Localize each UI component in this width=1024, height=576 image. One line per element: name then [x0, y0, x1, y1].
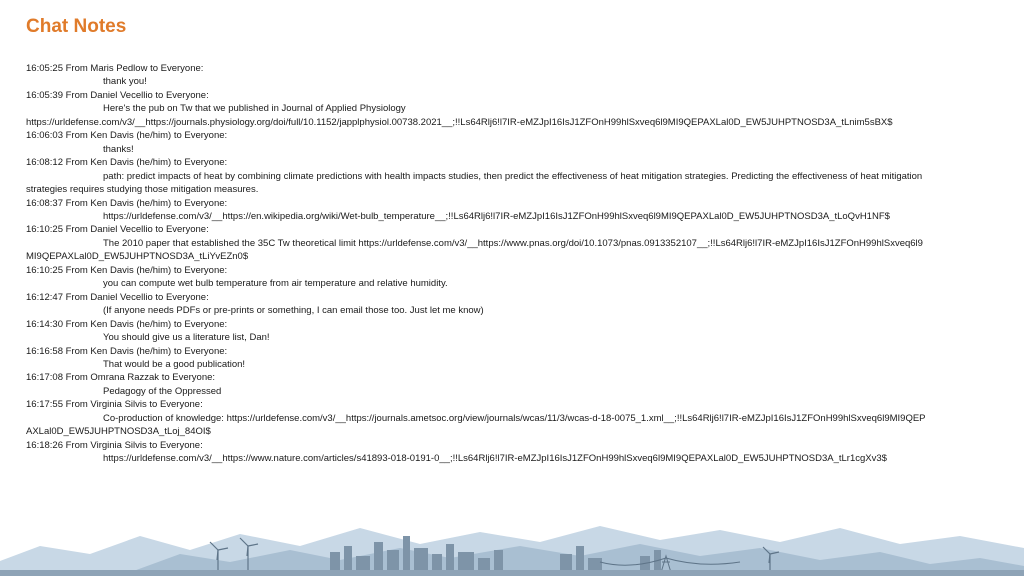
- chat-message: [26, 197, 926, 224]
- ground: [0, 570, 1024, 576]
- chat-message: [26, 345, 926, 372]
- message-header: 16:17:08 From Omrana Razzak to Everyone:: [26, 372, 216, 384]
- message-header: 16:05:25 From Maris Pedlow to Everyone:: [26, 63, 204, 74]
- message-header: 16:05:39 From Daniel Vecellio to Everyone:: [26, 89, 209, 101]
- chat-message: [26, 264, 926, 291]
- message-link: https://urldefense.com/v3/__https://journals.physiology.org/doi/full/10.1152/japplphysiol.00738.2021__;!!Ls64Rlj6!l7IR-eMZJpI16IsJ1ZFOnH99hlSxveq6l9MI9QEPAXLal0D_EW5JUHPTNOSD3A_tLnim5sBX$: [26, 116, 893, 128]
- message-header: 16:14:30 From Ken Davis (he/him) to Everyone:: [26, 318, 228, 330]
- chat-message: [26, 318, 926, 345]
- message-body: thank you!: [103, 76, 147, 88]
- chat-message: [26, 439, 926, 466]
- message-body: You should give us a literature list, Dan!: [103, 332, 270, 344]
- chat-log: [26, 62, 926, 466]
- chat-message: [26, 291, 926, 318]
- chat-message: [26, 129, 926, 156]
- chat-message: [26, 156, 926, 196]
- message-body: Pedagogy of the Oppressed: [103, 385, 222, 397]
- city-skyline-decoration: [0, 466, 1024, 576]
- message-header: 16:16:58 From Ken Davis (he/him) to Everyone:: [26, 345, 228, 357]
- page-title: Chat Notes: [26, 16, 127, 37]
- chat-message: [26, 371, 926, 398]
- message-header: 16:10:25 From Ken Davis (he/him) to Everyone:: [26, 264, 228, 276]
- message-header: 16:17:55 From Virginia Silvis to Everyone:: [26, 399, 203, 411]
- chat-message: [26, 89, 926, 129]
- message-header: 16:06:03 From Ken Davis (he/him) to Everyone:: [26, 130, 228, 142]
- message-body: The 2010 paper that established the 35C Tw theoretical limit https://urldefense.com/v3/__https://www.pnas.org/doi/10.1073/pnas.0913352107__;!!Ls64Rlj6!l7IR-eMZJpI16IsJ1ZFOnH99hlSxveq6l9MI9QEPAXLal0D_EW5JUHPTNOSD3A_tLiYvEZn0$: [26, 237, 923, 263]
- message-body: That would be a good publication!: [103, 358, 246, 370]
- chat-message: [26, 62, 926, 89]
- message-body: thanks!: [103, 143, 134, 155]
- message-body: path: predict impacts of heat by combining climate predictions with health impacts studies, then predict the effectiveness of heat mitigation strategies. Predicting the effectiveness of heat mitigation strategies requires studying those mitigation measures.: [26, 170, 923, 196]
- message-body: (If anyone needs PDFs or pre-prints or something, I can email those too. Just let me know): [103, 305, 484, 317]
- message-header: 16:10:25 From Daniel Vecellio to Everyone:: [26, 224, 209, 236]
- message-body: Co-production of knowledge: https://urldefense.com/v3/__https://journals.ametsoc.org/view/journals/wcas/11/3/wcas-d-18-0075_1.xml__;!!Ls64Rlj6!l7IR-eMZJpI16IsJ1ZFOnH99hlSxveq6l9MI9QEPAXLal0D_EW5JUHPTNOSD3A_tLoj_84OI$: [26, 412, 926, 438]
- message-header: 16:08:12 From Ken Davis (he/him) to Everyone:: [26, 157, 228, 169]
- message-body: https://urldefense.com/v3/__https://www.nature.com/articles/s41893-018-0191-0__;!!Ls64Rlj6!l7IR-eMZJpI16IsJ1ZFOnH99hlSxveq6l9MI9QEPAXLal0D_EW5JUHPTNOSD3A_tLr1cgXv3$: [103, 453, 887, 465]
- message-header: 16:18:26 From Virginia Silvis to Everyone:: [26, 439, 203, 451]
- message-body: https://urldefense.com/v3/__https://en.wikipedia.org/wiki/Wet-bulb_temperature__;!!Ls64Rlj6!l7IR-eMZJpI16IsJ1ZFOnH99hlSxveq6l9MI9QEPAXLal0D_EW5JUHPTNOSD3A_tLoQvH1NF$: [103, 210, 890, 222]
- message-header: 16:08:37 From Ken Davis (he/him) to Everyone:: [26, 197, 228, 209]
- message-header: 16:12:47 From Daniel Vecellio to Everyone:: [26, 291, 209, 303]
- chat-message: [26, 398, 926, 438]
- message-body: you can compute wet bulb temperature from air temperature and relative humidity.: [103, 278, 448, 290]
- chat-message: [26, 223, 926, 263]
- message-body: Here's the pub on Tw that we published in Journal of Applied Physiology: [103, 103, 406, 115]
